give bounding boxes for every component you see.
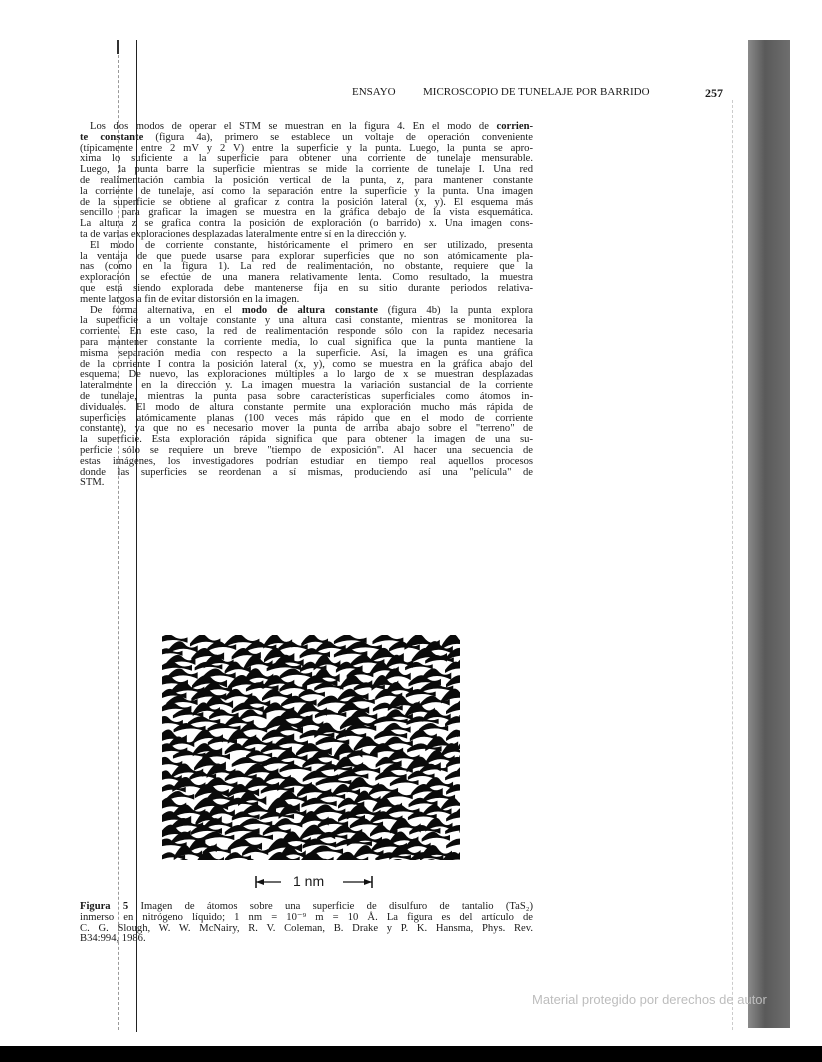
caption-text: B34:994, 1986.: [80, 933, 146, 945]
body-text: ta de varias exploraciones desplazadas lateralmente entre sí en la dirección y.: [80, 228, 407, 240]
body-text: la ventaja de que puede usarse para explorar superficies que no son atómicamente pla-: [80, 250, 533, 262]
header-section: ENSAYO: [352, 86, 396, 98]
caption-line: [80, 922, 533, 933]
body-text: de realimentación cambia la posición vertical de la punta, z, para mantener constante: [80, 174, 533, 186]
atom-ridge: [162, 635, 188, 644]
atom-ridge: [441, 852, 460, 860]
atom-ridge: [280, 669, 312, 679]
atom-ridge: [314, 682, 343, 690]
body-text: (figura 4b) la punta explora: [377, 304, 534, 316]
watermark: Material protegido por derechos de autor: [532, 992, 767, 1007]
body-text: constante), ya que no es necesario mover la punta de arriba abajo sobre el "terreno" de: [80, 423, 533, 435]
atom-ridge: [202, 832, 234, 841]
caption-text: C. G. Slough, W. W. McNairy, R. V. Coleman, B. Drake y P. K. Hansma, Phys. Rev.: [80, 922, 533, 934]
caption-text: Imagen de átomos sobre una superficie de disulfuro de tantalio (TaS₂): [128, 901, 533, 912]
body-text: lateralmente en la dirección y. La imagen muestra la variación sustancial de la corriente: [80, 380, 533, 392]
body-text: Los dos modos de operar el STM se muestran en la figura 4. En el modo de: [90, 121, 497, 132]
body-text: de tunelaje, mientras la punta pasa sobre características superficiales como átomos in-: [80, 390, 533, 402]
body-text: dividuales. El modo de altura constante permite una exploración mucho más rápida de: [80, 401, 533, 413]
body-text: esquema. De nuevo, las exploraciones múltiples a lo largo de x se muestran desplazadas: [80, 369, 533, 381]
caption-line: [80, 911, 533, 922]
body-text: donde las superficies se reordenan a sí mismas, produciendo así una "película" de: [80, 466, 533, 478]
caption-bold-text: Figura 5: [80, 901, 129, 912]
body-text: perficie sólo se requiere un breve "tiempo de exposición". Al hacer una secuencia de: [80, 444, 533, 456]
scan-right-dashed-line: [732, 100, 733, 1030]
body-bold-text: modo de altura constante: [241, 304, 378, 316]
body-text: STM.: [80, 477, 105, 489]
body-line: [80, 478, 533, 489]
scale-bar-label: 1 nm: [293, 873, 325, 889]
body-text: la corriente de tunelaje, así como la separación entre la superficie y la punta. Una imagen: [80, 185, 533, 197]
scale-bar: [255, 873, 375, 891]
atom-ridge: [240, 723, 267, 734]
body-text: de la corriente I contra la posición lateral (x, y), como se muestra en la gráfica abajo del: [80, 358, 533, 370]
atom-ridge: [316, 777, 352, 785]
caption-line: [80, 932, 533, 943]
bottom-bar: [0, 1046, 822, 1062]
atom-ridge: [336, 771, 368, 780]
atom-ridge: [246, 750, 272, 759]
body-text: El modo de corriente constante, históricamente el primero en ser utilizado, presenta: [90, 239, 533, 251]
atom-ridge: [263, 825, 291, 836]
atomic-surface-image: [162, 635, 460, 860]
body-text: La altura z se grafica contra la posición de exploración (o barrido) x. Una imagen cons-: [80, 218, 533, 230]
atom-ridge: [445, 662, 460, 673]
body-text: para mantener constante la corriente media, lo cual significa que la punta mantiene la: [80, 336, 533, 348]
atom-ridge: [207, 723, 240, 731]
body-text: [80, 122, 533, 489]
atom-ridge: [374, 730, 407, 740]
atom-ridge: [446, 730, 460, 741]
atom-ridge: [240, 818, 272, 827]
caption-line: [80, 900, 533, 911]
body-text: misma separación media con respecto a la superficie. Así, la imagen es una gráfica: [80, 347, 533, 359]
body-text: Luego, la punta barre la superficie mientras se mide la corriente de tunelaje I. Una red: [80, 164, 533, 176]
body-text: (típicamente entre 2 mV y 2 V) entre la superficie y la punta. Luego, la punta se apro-: [80, 142, 533, 154]
atom-ridge: [242, 845, 268, 856]
caption-text: inmerso en nitrógeno líquido; 1 nm = 10⁻⁹ m = 10 Å. La figura es del artículo de: [80, 911, 533, 923]
body-text: nas (como en la figura 1). La red de realimentación, no obstante, requiere que la: [80, 261, 533, 273]
page-number: 257: [705, 86, 723, 100]
figure-5-stm-image: [162, 635, 460, 860]
body-text: mente largos a fin de evitar distorsión en la imagen.: [80, 293, 300, 305]
body-text: estas imágenes, los investigadores podrían estudiar en tiempo real aquellos procesos: [80, 455, 533, 467]
atom-ridge: [274, 818, 302, 828]
atom-ridge: [390, 777, 419, 786]
body-text: la superficie. Esta exploración rápida significa que para obtener la imagen de una su-: [80, 434, 533, 446]
body-text: de la superficie se obtiene al graficar z contra la posición lateral (x, y). El esquema más: [80, 196, 533, 208]
atom-ridge: [408, 811, 437, 820]
scan-edge-shadow: [748, 40, 790, 1028]
atom-ridge: [238, 859, 270, 860]
body-text: corriente. En este caso, la red de realimentación responde sólo con la rapidez necesaria: [80, 326, 533, 338]
body-line: [80, 468, 533, 479]
atom-ridge: [446, 839, 460, 849]
atom-ridge: [441, 798, 460, 811]
atom-ridge: [373, 716, 408, 724]
body-text: De forma alternativa, en el: [90, 304, 242, 316]
body-text: que está siendo explorada debe mantenerse fija en su sitio durante periodos relativa-: [80, 282, 533, 294]
body-text: (figura 4a), primero se establece un voltaje de operación conveniente: [143, 131, 533, 143]
scan-margin-tick: [117, 40, 119, 54]
body-text: superficies atómicamente planas (100 veces más rápido que en el modo de corriente: [80, 412, 533, 424]
atom-ridge: [299, 689, 325, 698]
body-text: sencillo para graficar la imagen se muestra en la gráfica debajo de la vista esquemática.: [80, 207, 533, 219]
body-text: xima lo suficiente a la superficie para obtener una corriente de tunelaje mensurable.: [80, 153, 533, 165]
body-bold-text: corrien-: [496, 121, 533, 132]
body-bold-text: te constante: [80, 131, 144, 143]
atom-ridge: [441, 635, 460, 650]
body-text: la superficie a un voltaje constante y una altura casi constante, mientras se monitorea la: [80, 315, 533, 327]
figure-caption: [80, 900, 533, 943]
atom-ridge: [188, 716, 220, 725]
header-title: MICROSCOPIO DE TUNELAJE POR BARRIDO: [423, 86, 650, 98]
body-text: exploración se efectúe de una manera relativamente lenta. Como resultado, la muestra: [80, 272, 533, 284]
